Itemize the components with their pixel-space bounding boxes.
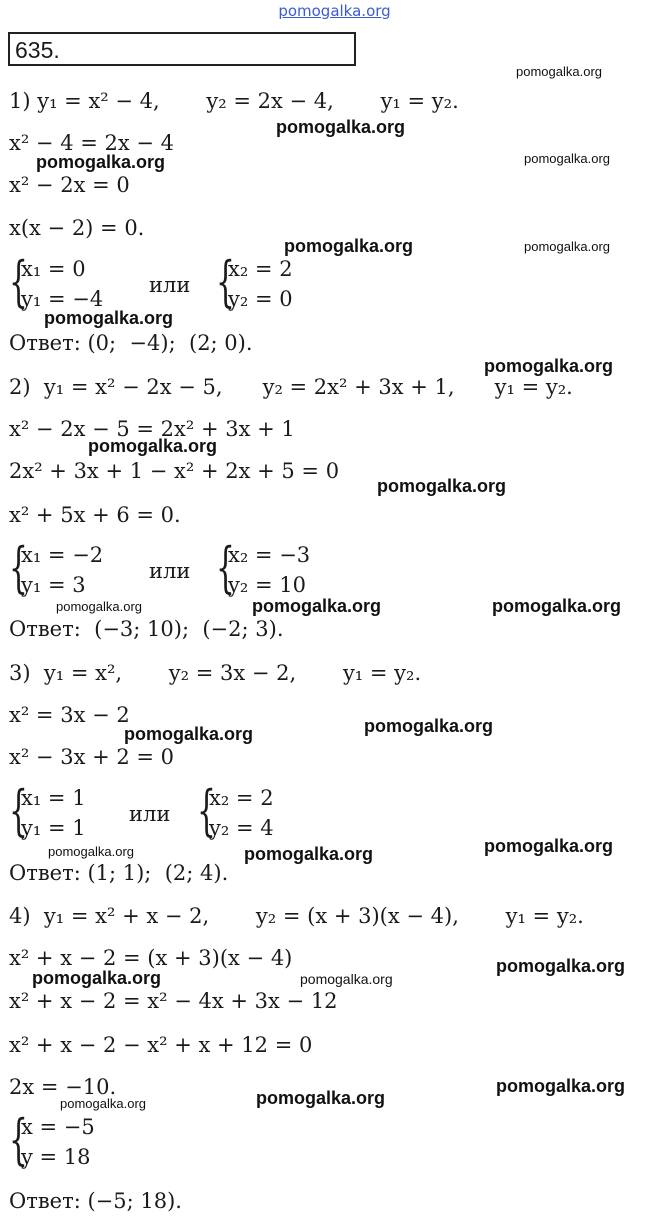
watermark-text: pomogalka.org bbox=[496, 956, 626, 976]
watermark-text: pomogalka.org bbox=[244, 844, 374, 864]
part3-answer: Ответ: (1; 1); (2; 4). bbox=[9, 861, 229, 885]
part2-equation-2: 2x² + 3x + 1 − x² + 2x + 5 = 0 bbox=[9, 459, 340, 483]
part4-equation-2: x² + x − 2 = x² − 4x + 3x − 12 bbox=[9, 989, 338, 1013]
part1-equation-2: x² − 2x = 0 bbox=[9, 173, 130, 197]
watermark-text: pomogalka.org bbox=[377, 476, 507, 496]
part3-sys1-line2: y₁ = 1 bbox=[21, 816, 86, 840]
watermark-text: pomogalka.org bbox=[48, 844, 134, 859]
part3-statement: 3) y₁ = x², y₂ = 3x − 2, y₁ = y₂. bbox=[9, 661, 422, 685]
watermark-text: pomogalka.org bbox=[524, 151, 610, 166]
watermark-text: pomogalka.org bbox=[88, 436, 218, 456]
watermark-text: pomogalka.org bbox=[276, 117, 406, 137]
part2-equation-3: x² + 5x + 6 = 0. bbox=[9, 503, 181, 527]
part1-sys2-line1: x₂ = 2 bbox=[228, 257, 293, 281]
watermark-text: pomogalka.org bbox=[256, 1088, 386, 1108]
watermark-text: pomogalka.org bbox=[492, 596, 622, 616]
brace: { bbox=[9, 536, 28, 599]
part3-sys2-line2: y₂ = 4 bbox=[209, 816, 274, 840]
problem-number: 635. bbox=[15, 37, 60, 63]
part4-answer: Ответ: (−5; 18). bbox=[9, 1189, 182, 1213]
part4-statement: 4) y₁ = x² + x − 2, y₂ = (x + 3)(x − 4), y₁ = y₂. bbox=[9, 904, 584, 928]
part2-statement: 2) y₁ = x² − 2x − 5, y₂ = 2x² + 3x + 1, y₁ = y₂. bbox=[9, 375, 573, 399]
brace: { bbox=[216, 250, 235, 313]
part4-sys1-line1: x = −5 bbox=[21, 1115, 95, 1139]
or-word: или bbox=[149, 559, 191, 583]
part3-equation-1: x² = 3x − 2 bbox=[9, 703, 130, 727]
part1-statement: 1) y₁ = x² − 4, y₂ = 2x − 4, y₁ = y₂. bbox=[9, 89, 459, 113]
part4-sys1-line2: y = 18 bbox=[21, 1145, 91, 1169]
or-word: или bbox=[129, 802, 171, 826]
part1-sys1-line2: y₁ = −4 bbox=[21, 287, 104, 311]
part4-equation-1: x² + x − 2 = (x + 3)(x − 4) bbox=[9, 946, 293, 970]
part4-equation-3: x² + x − 2 − x² + x + 12 = 0 bbox=[9, 1033, 313, 1057]
part2-equation-1: x² − 2x − 5 = 2x² + 3x + 1 bbox=[9, 417, 295, 441]
watermark-text: pomogalka.org bbox=[484, 836, 614, 856]
part1-sys2-line2: y₂ = 0 bbox=[228, 287, 293, 311]
watermark-text: pomogalka.org bbox=[364, 716, 494, 736]
part1-answer: Ответ: (0; −4); (2; 0). bbox=[9, 331, 253, 355]
part1-equation-1: x² − 4 = 2x − 4 bbox=[9, 131, 175, 155]
part1-sys1-line1: x₁ = 0 bbox=[21, 257, 86, 281]
part2-sys2-line2: y₂ = 10 bbox=[228, 573, 306, 597]
watermark-text: pomogalka.org bbox=[484, 356, 614, 376]
watermark-text: pomogalka.org bbox=[496, 1076, 626, 1096]
part2-sys1-line2: y₁ = 3 bbox=[21, 573, 86, 597]
part2-sys1-line1: x₁ = −2 bbox=[21, 543, 104, 567]
part2-systems bbox=[9, 536, 349, 599]
part1-equation-3: x(x − 2) = 0. bbox=[9, 216, 145, 240]
brace: { bbox=[9, 779, 28, 842]
watermark-text: pomogalka.org bbox=[516, 64, 602, 79]
brace: { bbox=[9, 250, 28, 313]
part3-sys2-line1: x₂ = 2 bbox=[209, 786, 274, 810]
part4-equation-4: 2x = −10. bbox=[9, 1075, 117, 1099]
watermark-text: pomogalka.org bbox=[60, 1096, 146, 1111]
watermark-text: pomogalka.org bbox=[524, 239, 610, 254]
watermark-text: pomogalka.org bbox=[124, 724, 254, 744]
top-watermark-link[interactable]: pomogalka.org bbox=[278, 2, 391, 20]
watermark-text: pomogalka.org bbox=[56, 599, 142, 614]
part3-sys1-line1: x₁ = 1 bbox=[21, 786, 86, 810]
part3-equation-2: x² − 3x + 2 = 0 bbox=[9, 745, 175, 769]
part3-systems bbox=[9, 779, 309, 842]
brace: { bbox=[216, 536, 235, 599]
part4-system bbox=[9, 1108, 169, 1171]
or-word: или bbox=[149, 273, 191, 297]
brace: { bbox=[197, 779, 216, 842]
part1-systems bbox=[9, 250, 329, 313]
part2-answer: Ответ: (−3; 10); (−2; 3). bbox=[9, 617, 284, 641]
watermark-text: pomogalka.org bbox=[44, 308, 174, 328]
watermark-text: pomogalka.org bbox=[32, 968, 162, 988]
brace: { bbox=[9, 1108, 28, 1171]
watermark-text: pomogalka.org bbox=[252, 596, 382, 616]
watermark-text: pomogalka.org bbox=[36, 152, 166, 172]
watermark-text: pomogalka.org bbox=[284, 236, 414, 256]
part2-sys2-line1: x₂ = −3 bbox=[228, 543, 311, 567]
watermark-text: pomogalka.org bbox=[300, 971, 393, 987]
problem-number-box bbox=[8, 32, 356, 66]
